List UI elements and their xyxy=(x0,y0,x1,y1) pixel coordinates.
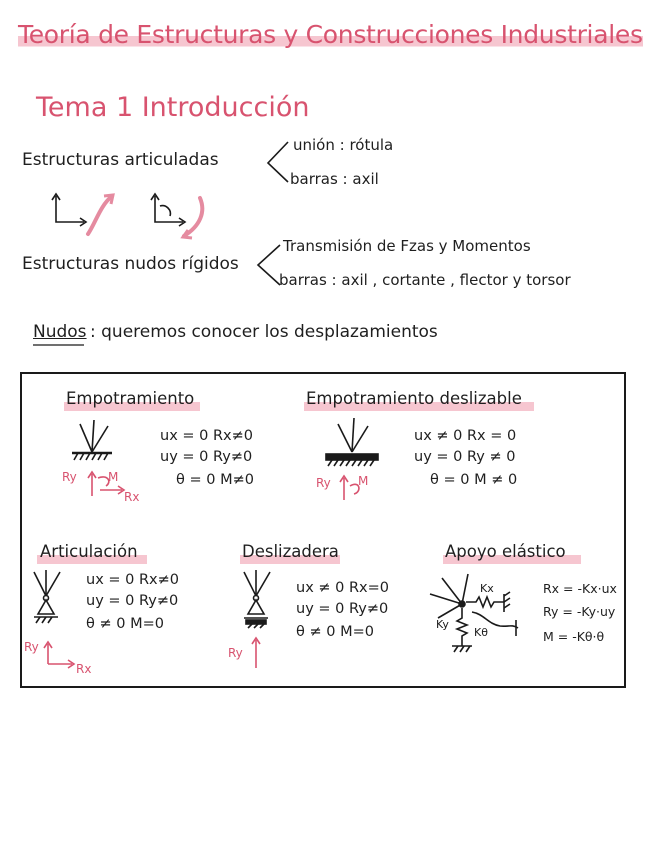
label-ry: Ry xyxy=(24,640,39,654)
reaction-arrows-icon xyxy=(340,476,359,500)
roller-support-icon xyxy=(244,570,270,628)
nudos-text: : queremos conocer los desplazamientos xyxy=(90,322,438,342)
deslizable-line-2: uy = 0 Ry ≠ 0 xyxy=(414,449,516,465)
articulacion-title: Articulación xyxy=(40,542,138,561)
deslizable-line-3: θ = 0 M ≠ 0 xyxy=(430,472,518,488)
articuladas-label: Estructuras articuladas xyxy=(22,150,219,170)
rigidos-transmision: Transmisión de Fzas y Momentos xyxy=(283,237,531,255)
elastic-support-icon xyxy=(430,574,518,652)
elastico-line-2: Ry = -Ky·uy xyxy=(543,604,616,619)
reaction-arrows-icon xyxy=(44,642,74,668)
rigidos-barras: barras : axil , cortante , flector y torsor xyxy=(279,271,571,289)
label-m: M xyxy=(358,474,369,488)
deslizadera-line-3: θ ≠ 0 M=0 xyxy=(296,624,374,640)
label-rx: Rx xyxy=(76,662,92,676)
articuladas-barras: barras : axil xyxy=(290,170,379,188)
label-kx: Kx xyxy=(480,582,494,595)
empotramiento-line-3: θ = 0 M≠0 xyxy=(176,472,254,488)
nudos-label: Nudos xyxy=(33,322,87,342)
pin-support-icon xyxy=(34,570,60,623)
label-ry: Ry xyxy=(316,476,331,490)
label-rx: Rx xyxy=(124,490,140,504)
articuladas-union: unión : rótula xyxy=(293,136,394,154)
empotramiento-deslizable-title: Empotramiento deslizable xyxy=(306,389,522,408)
label-ry: Ry xyxy=(62,470,77,484)
label-ktheta: Kθ xyxy=(474,626,488,639)
reaction-arrow-icon xyxy=(252,638,260,668)
articulacion-line-2: uy = 0 Ry≠0 xyxy=(86,593,179,609)
elastico-line-1: Rx = -Kx·ux xyxy=(543,581,617,596)
empotramiento-title: Empotramiento xyxy=(66,389,195,408)
articulacion-line-3: θ ≠ 0 M=0 xyxy=(86,616,164,632)
page-title: Teoría de Estructuras y Construcciones Industriales xyxy=(18,20,643,49)
fixed-support-icon xyxy=(72,420,112,460)
rigidos-label: Estructuras nudos rígidos xyxy=(22,254,239,274)
label-ry: Ry xyxy=(228,646,243,660)
deslizable-line-1: ux ≠ 0 Rx = 0 xyxy=(414,428,517,444)
label-m: M xyxy=(108,470,119,484)
apoyo-elastico-title: Apoyo elástico xyxy=(445,542,566,561)
sliding-fixed-support-icon xyxy=(326,418,378,466)
reaction-arrows-icon xyxy=(88,472,124,496)
empotramiento-line-1: ux = 0 Rx≠0 xyxy=(160,428,254,444)
elastico-line-3: M = -Kθ·θ xyxy=(543,629,605,644)
section-title: Tema 1 Introducción xyxy=(36,92,310,123)
label-ky: Ky xyxy=(436,618,449,631)
deslizadera-title: Deslizadera xyxy=(242,542,339,561)
deslizadera-line-2: uy = 0 Ry≠0 xyxy=(296,601,389,617)
deslizadera-line-1: ux ≠ 0 Rx=0 xyxy=(296,580,390,596)
empotramiento-line-2: uy = 0 Ry≠0 xyxy=(160,449,253,465)
articulacion-line-1: ux = 0 Rx≠0 xyxy=(86,572,180,588)
